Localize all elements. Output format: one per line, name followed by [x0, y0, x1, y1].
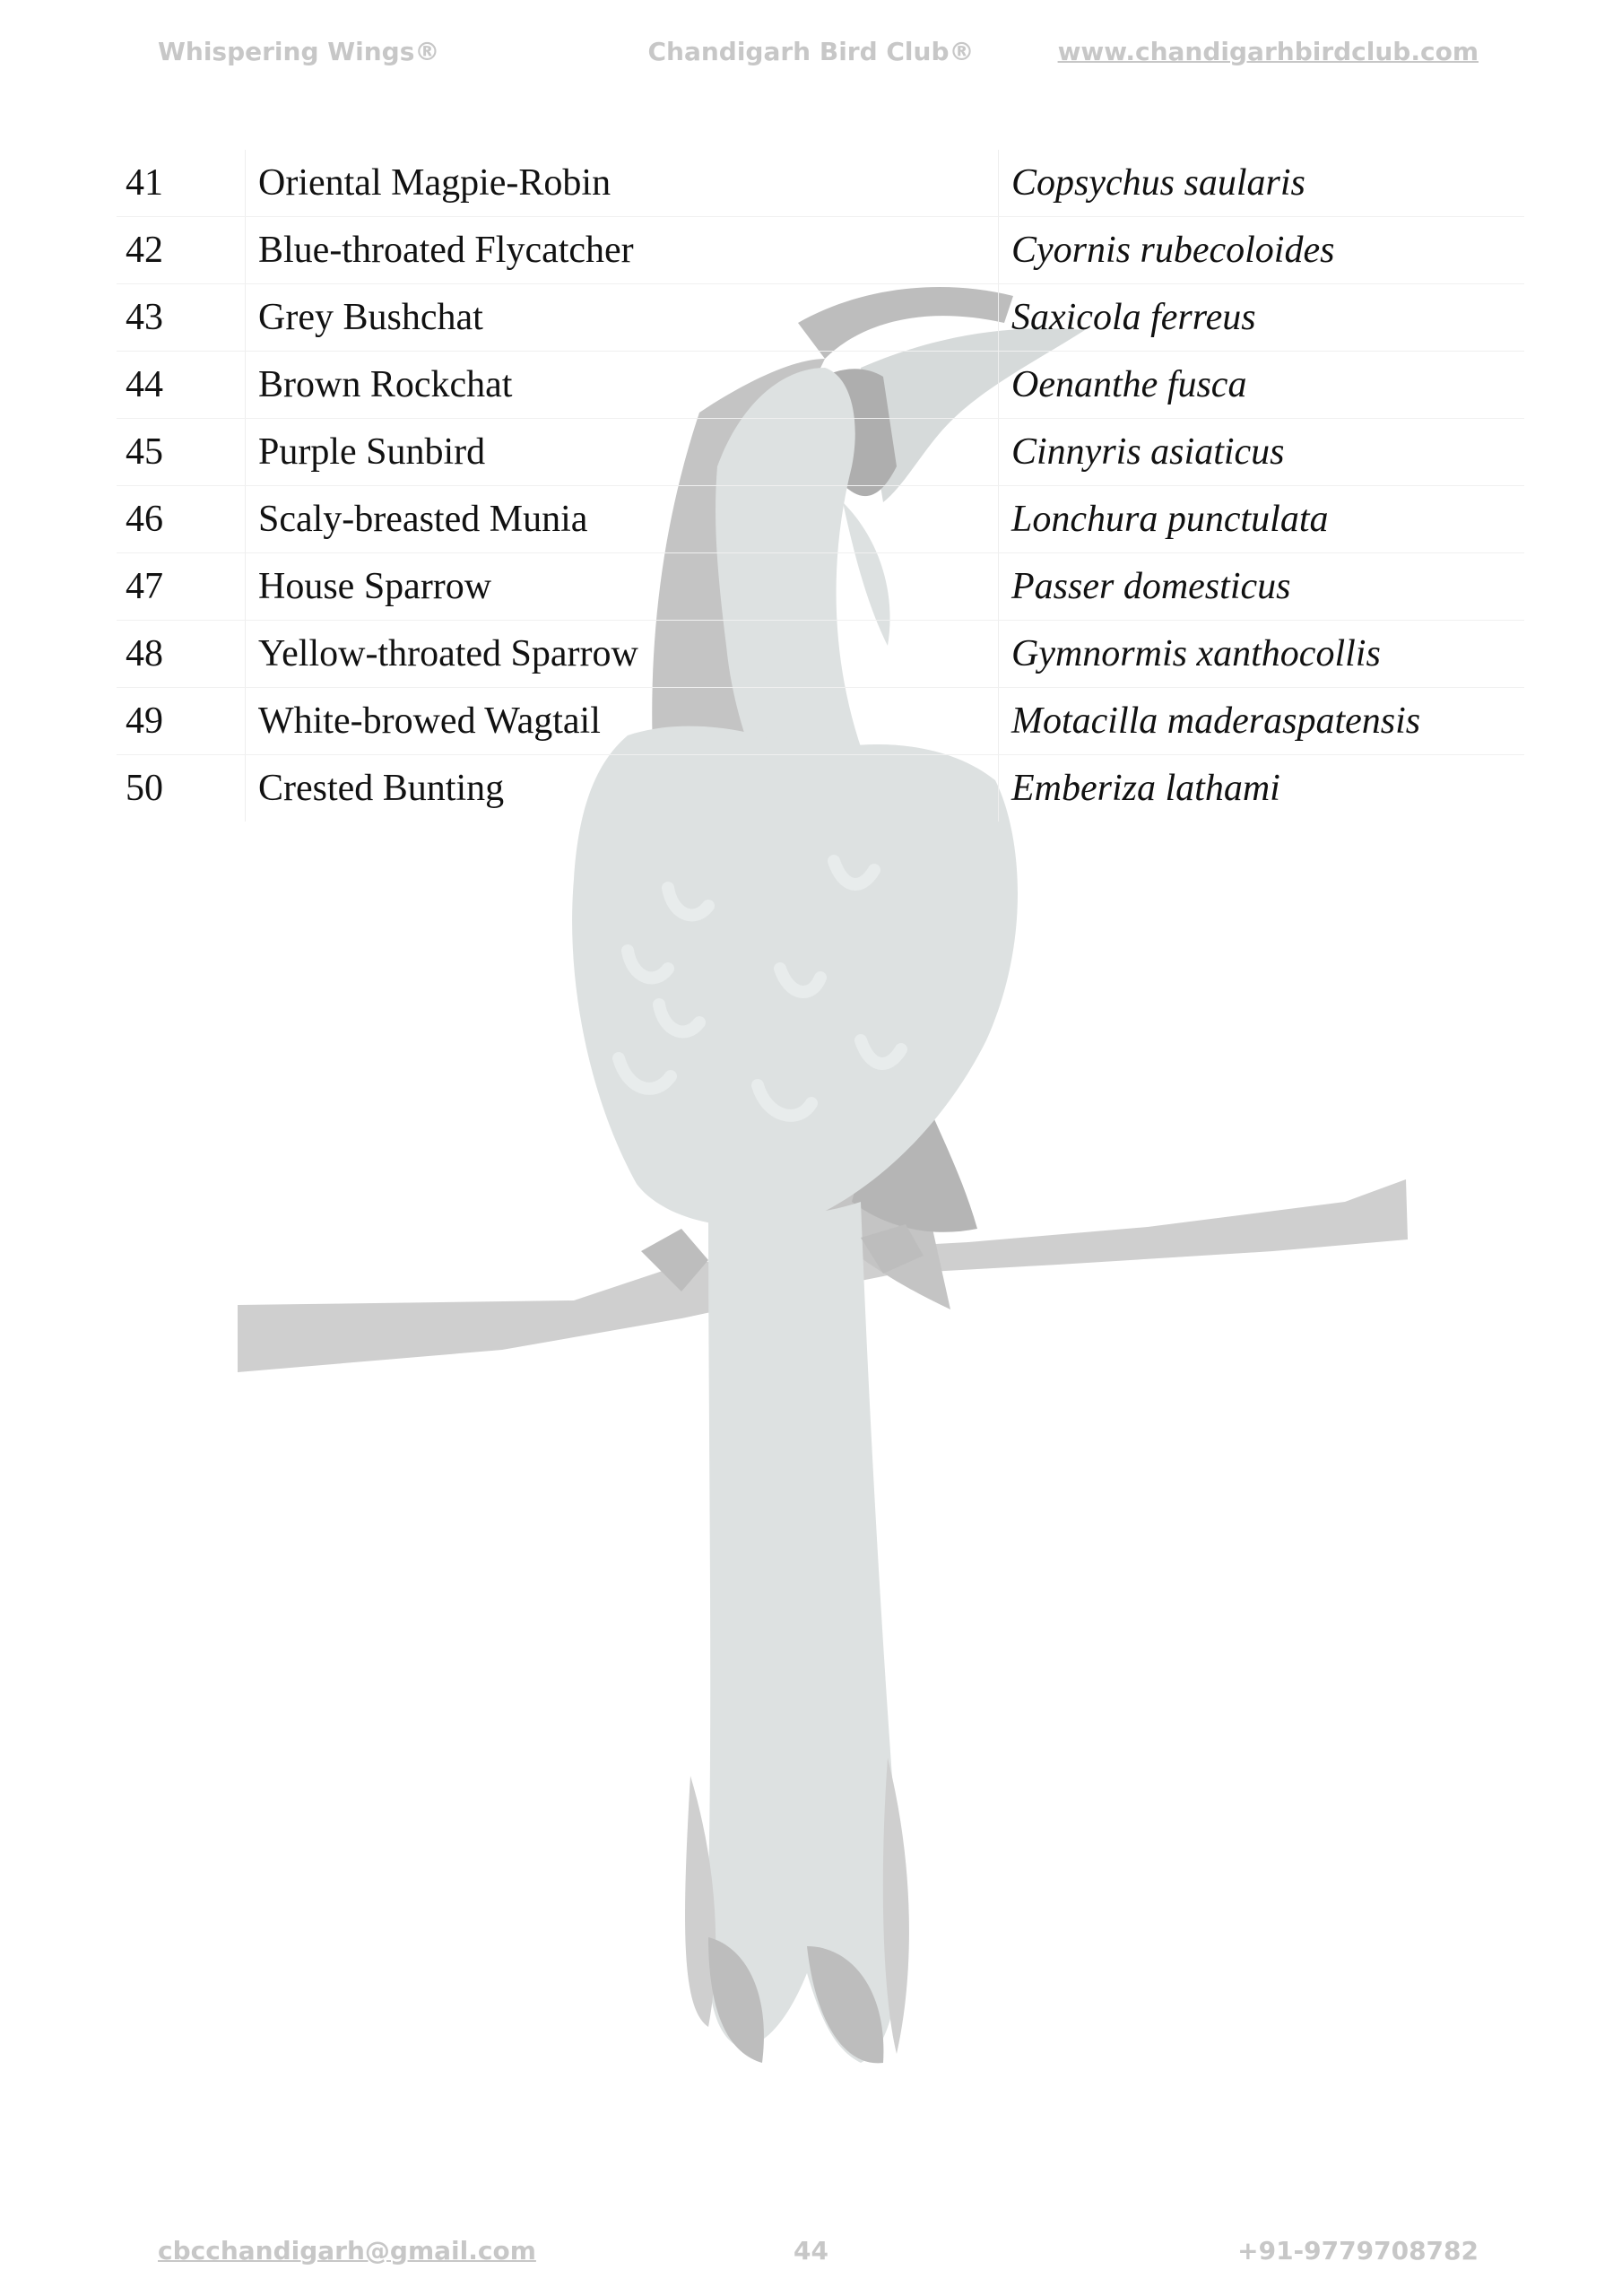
- species-common-name: Oriental Magpie-Robin: [246, 150, 999, 217]
- species-common-name: Scaly-breasted Munia: [246, 486, 999, 553]
- species-number: 49: [117, 688, 246, 755]
- table-row: [117, 755, 1524, 822]
- species-scientific-name: Saxicola ferreus: [999, 284, 1525, 352]
- species-common-name: Brown Rockchat: [246, 352, 999, 419]
- species-common-name: Crested Bunting: [246, 755, 999, 822]
- table-row: [117, 284, 1524, 352]
- species-number: 44: [117, 352, 246, 419]
- species-number: 50: [126, 768, 163, 809]
- species-number: 42: [117, 217, 246, 284]
- species-scientific-name: Passer domesticus: [999, 553, 1525, 621]
- table-row: [117, 419, 1524, 486]
- species-scientific-name: Copsychus saularis: [999, 150, 1525, 217]
- species-scientific-name: Emberiza lathami: [999, 755, 1525, 822]
- species-number: 47: [117, 553, 246, 621]
- species-common-name: White-browed Wagtail: [246, 688, 999, 755]
- table-row: [117, 486, 1524, 553]
- species-common-name: Yellow-throated Sparrow: [246, 621, 999, 688]
- footer-email-link[interactable]: cbcchandigarh@gmail.com: [158, 2236, 536, 2266]
- table-row: [117, 621, 1524, 688]
- header-club-name: Chandigarh Bird Club®: [647, 37, 975, 66]
- species-common-name: House Sparrow: [246, 553, 999, 621]
- page-number: 44: [794, 2236, 828, 2266]
- table-row: [117, 150, 1524, 217]
- species-scientific-name: Motacilla maderaspatensis: [999, 688, 1525, 755]
- page-footer: [0, 2233, 1622, 2287]
- table-row: [117, 688, 1524, 755]
- table-row: [117, 217, 1524, 284]
- species-number: 48: [117, 621, 246, 688]
- species-number: 41: [117, 150, 246, 217]
- table-row: [117, 352, 1524, 419]
- species-table: [117, 150, 1524, 822]
- species-common-name: Grey Bushchat: [246, 284, 999, 352]
- species-scientific-name: Oenanthe fusca: [999, 352, 1525, 419]
- footer-phone-number: +91-9779708782: [1237, 2236, 1479, 2266]
- species-scientific-name: Cinnyris asiaticus: [999, 419, 1525, 486]
- species-scientific-name: Cyornis rubecoloides: [999, 217, 1525, 284]
- species-common-name: Blue-throated Flycatcher: [246, 217, 999, 284]
- species-common-name: Purple Sunbird: [246, 419, 999, 486]
- species-scientific-name: Gymnormis xanthocollis: [999, 621, 1525, 688]
- species-number: 43: [117, 284, 246, 352]
- table-row: [117, 553, 1524, 621]
- header-publication-title: Whispering Wings®: [158, 37, 440, 66]
- species-number: 46: [117, 486, 246, 553]
- header-website-link[interactable]: www.chandigarhbirdclub.com: [1057, 37, 1479, 66]
- species-number: 45: [117, 419, 246, 486]
- species-scientific-name: Lonchura punctulata: [999, 486, 1525, 553]
